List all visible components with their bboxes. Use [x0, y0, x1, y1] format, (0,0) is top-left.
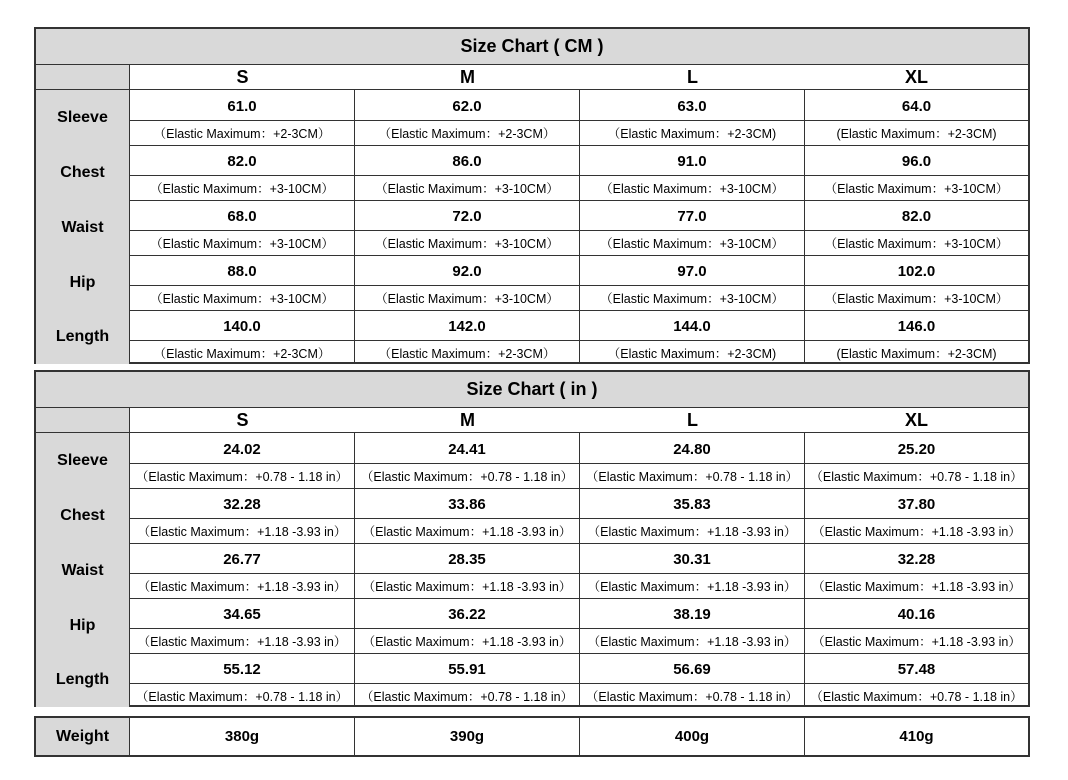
elastic-note: （Elastic Maximum：+3-10CM） [824, 182, 1009, 196]
size-header-s: S [236, 66, 249, 87]
table-row [36, 255, 1028, 311]
measurement-value: 30.31 [580, 546, 804, 574]
elastic-note: （Elastic Maximum：+1.18 -3.93 in） [137, 635, 347, 649]
measurement-value: 92.0 [355, 258, 579, 286]
elastic-note: （Elastic Maximum：+1.18 -3.93 in） [137, 525, 347, 539]
cell-m [355, 200, 580, 255]
cell-l [580, 310, 805, 364]
measurement-value: 97.0 [580, 258, 804, 286]
elastic-note: （Elastic Maximum：+3-10CM） [150, 182, 334, 196]
measurement-value: 102.0 [805, 258, 1028, 286]
measurement-value: 56.69 [580, 656, 804, 684]
cell-s [130, 310, 355, 364]
elastic-note: （Elastic Maximum：+1.18 -3.93 in） [587, 635, 797, 649]
table-row [36, 543, 1028, 599]
table-row [36, 598, 1028, 654]
measurement-value: 55.12 [130, 656, 354, 684]
cell-xl [805, 145, 1028, 200]
elastic-note: （Elastic Maximum：+0.78 - 1.18 in） [360, 470, 574, 484]
elastic-note: （Elastic Maximum：+3-10CM） [375, 237, 559, 251]
cell-m [355, 255, 580, 310]
cell-l [580, 90, 805, 145]
cell-xl [805, 433, 1028, 488]
table-row [36, 653, 1028, 707]
measurement-value: 25.20 [805, 436, 1028, 464]
cell-m [355, 310, 580, 364]
elastic-note: （Elastic Maximum：+1.18 -3.93 in） [362, 635, 572, 649]
elastic-note: （Elastic Maximum：+0.78 - 1.18 in） [585, 470, 799, 484]
measurement-value: 35.83 [580, 491, 804, 519]
row-label: Waist [36, 543, 130, 598]
measurement-value: 28.35 [355, 546, 579, 574]
weight-m: 390g [355, 718, 580, 755]
elastic-note: （Elastic Maximum：+3-10CM） [150, 292, 334, 306]
row-label: Sleeve [36, 90, 130, 145]
elastic-note: （Elastic Maximum：+1.18 -3.93 in） [587, 525, 797, 539]
elastic-note: （Elastic Maximum：+3-10CM） [600, 182, 784, 196]
elastic-note: （Elastic Maximum：+0.78 - 1.18 in） [135, 470, 349, 484]
table-row [36, 200, 1028, 256]
table-row [36, 488, 1028, 544]
measurement-value: 63.0 [580, 93, 804, 121]
cell-l [580, 488, 805, 543]
measurement-value: 96.0 [805, 148, 1028, 176]
size-header-xl: XL [904, 66, 928, 87]
weight-xl: 410g [899, 728, 934, 745]
measurement-value: 32.28 [805, 546, 1028, 574]
measurement-value: 37.80 [805, 491, 1028, 519]
measurement-value: 36.22 [355, 601, 579, 629]
weight-l: 400g [580, 718, 805, 755]
cell-l [580, 255, 805, 310]
size-header-m: M [460, 66, 475, 87]
row-label: Sleeve [36, 433, 130, 488]
row-label: Length [36, 310, 130, 364]
elastic-note: (Elastic Maximum：+2-3CM) [836, 127, 997, 141]
measurement-value: 38.19 [580, 601, 804, 629]
measurement-value: 146.0 [805, 313, 1028, 341]
measurement-value: 68.0 [130, 203, 354, 231]
row-label: Hip [36, 598, 130, 653]
chart-title: Size Chart ( CM ) [36, 29, 1028, 65]
row-label: Waist [36, 200, 130, 255]
cell-xl [805, 90, 1028, 145]
weight-s: 380g [130, 718, 355, 755]
elastic-note: (Elastic Maximum：+2-3CM) [836, 346, 997, 361]
elastic-note: （Elastic Maximum：+2-3CM） [153, 346, 331, 361]
size-header-s: S [236, 409, 249, 430]
measurement-value: 64.0 [805, 93, 1028, 121]
size-header-row [36, 408, 1028, 433]
cell-m [355, 598, 580, 653]
cell-l [580, 200, 805, 255]
measurement-value: 86.0 [355, 148, 579, 176]
measurement-value: 24.41 [355, 436, 579, 464]
elastic-note: （Elastic Maximum：+1.18 -3.93 in） [362, 525, 572, 539]
weight-label: Weight [36, 718, 130, 755]
corner-cell [36, 65, 130, 89]
cell-xl [805, 598, 1028, 653]
measurement-value: 33.86 [355, 491, 579, 519]
cell-m [355, 543, 580, 598]
chart-title: Size Chart ( in ) [36, 372, 1028, 408]
cell-s [130, 598, 355, 653]
measurement-value: 40.16 [805, 601, 1028, 629]
cell-xl [805, 255, 1028, 310]
measurement-value: 55.91 [355, 656, 579, 684]
measurement-value: 77.0 [580, 203, 804, 231]
cell-s [130, 200, 355, 255]
measurement-value: 26.77 [130, 546, 354, 574]
elastic-note: （Elastic Maximum：+2-3CM） [153, 127, 331, 141]
cell-l [580, 543, 805, 598]
cell-s [130, 90, 355, 145]
elastic-note: （Elastic Maximum：+1.18 -3.93 in） [137, 580, 347, 594]
measurement-value: 72.0 [355, 203, 579, 231]
row-label: Hip [36, 255, 130, 310]
size-header-row [36, 65, 1028, 90]
measurement-value: 24.80 [580, 436, 804, 464]
measurement-value: 140.0 [130, 313, 354, 341]
cell-s [130, 433, 355, 488]
measurement-value: 82.0 [805, 203, 1028, 231]
elastic-note: （Elastic Maximum：+2-3CM) [607, 127, 777, 141]
elastic-note: （Elastic Maximum：+3-10CM） [600, 292, 784, 306]
cell-s [130, 543, 355, 598]
measurement-value: 88.0 [130, 258, 354, 286]
cell-xl [805, 488, 1028, 543]
cell-xl [805, 200, 1028, 255]
cell-m [355, 145, 580, 200]
cell-m [355, 433, 580, 488]
size-header-m: M [460, 409, 475, 430]
measurement-value: 62.0 [355, 93, 579, 121]
cell-xl [805, 543, 1028, 598]
cell-m [355, 488, 580, 543]
elastic-note: （Elastic Maximum：+1.18 -3.93 in） [812, 525, 1021, 539]
measurement-value: 82.0 [130, 148, 354, 176]
cell-l [580, 433, 805, 488]
elastic-note: （Elastic Maximum：+3-10CM） [600, 237, 784, 251]
elastic-note: （Elastic Maximum：+2-3CM) [607, 346, 777, 361]
measurement-value: 34.65 [130, 601, 354, 629]
size-chart-in [34, 370, 1030, 707]
cell-s [130, 145, 355, 200]
cell-m [355, 90, 580, 145]
cell-l [580, 598, 805, 653]
size-header-l: L [687, 66, 698, 87]
elastic-note: （Elastic Maximum：+0.78 - 1.18 in） [585, 689, 799, 704]
elastic-note: （Elastic Maximum：+3-10CM） [824, 237, 1009, 251]
elastic-note: （Elastic Maximum：+3-10CM） [375, 182, 559, 196]
table-row [36, 145, 1028, 201]
measurement-value: 61.0 [130, 93, 354, 121]
cell-l [580, 145, 805, 200]
cell-s [130, 255, 355, 310]
elastic-note: （Elastic Maximum：+0.78 - 1.18 in） [135, 689, 349, 704]
weight-table [34, 716, 1030, 757]
elastic-note: （Elastic Maximum：+0.78 - 1.18 in） [810, 689, 1023, 704]
size-header-xl: XL [904, 409, 928, 430]
table-row [36, 90, 1028, 146]
elastic-note: （Elastic Maximum：+3-10CM） [150, 237, 334, 251]
measurement-value: 142.0 [355, 313, 579, 341]
elastic-note: （Elastic Maximum：+3-10CM） [375, 292, 559, 306]
elastic-note: （Elastic Maximum：+0.78 - 1.18 in） [810, 470, 1023, 484]
cell-xl [805, 653, 1028, 707]
measurement-value: 91.0 [580, 148, 804, 176]
elastic-note: （Elastic Maximum：+1.18 -3.93 in） [812, 580, 1021, 594]
elastic-note: （Elastic Maximum：+1.18 -3.93 in） [587, 580, 797, 594]
table-row [36, 310, 1028, 364]
row-label: Length [36, 653, 130, 707]
cell-xl [805, 310, 1028, 364]
corner-cell [36, 408, 130, 432]
cell-m [355, 653, 580, 707]
elastic-note: （Elastic Maximum：+2-3CM） [378, 127, 556, 141]
measurement-value: 144.0 [580, 313, 804, 341]
elastic-note: （Elastic Maximum：+0.78 - 1.18 in） [360, 689, 574, 704]
table-row [36, 433, 1028, 489]
elastic-note: （Elastic Maximum：+3-10CM） [824, 292, 1009, 306]
measurement-value: 57.48 [805, 656, 1028, 684]
cell-s [130, 488, 355, 543]
row-label: Chest [36, 145, 130, 200]
cell-l [580, 653, 805, 707]
elastic-note: （Elastic Maximum：+1.18 -3.93 in） [362, 580, 572, 594]
elastic-note: （Elastic Maximum：+1.18 -3.93 in） [812, 635, 1021, 649]
row-label: Chest [36, 488, 130, 543]
measurement-value: 32.28 [130, 491, 354, 519]
measurement-value: 24.02 [130, 436, 354, 464]
elastic-note: （Elastic Maximum：+2-3CM） [378, 346, 556, 361]
size-header-l: L [687, 409, 698, 430]
cell-s [130, 653, 355, 707]
size-chart-cm [34, 27, 1030, 364]
